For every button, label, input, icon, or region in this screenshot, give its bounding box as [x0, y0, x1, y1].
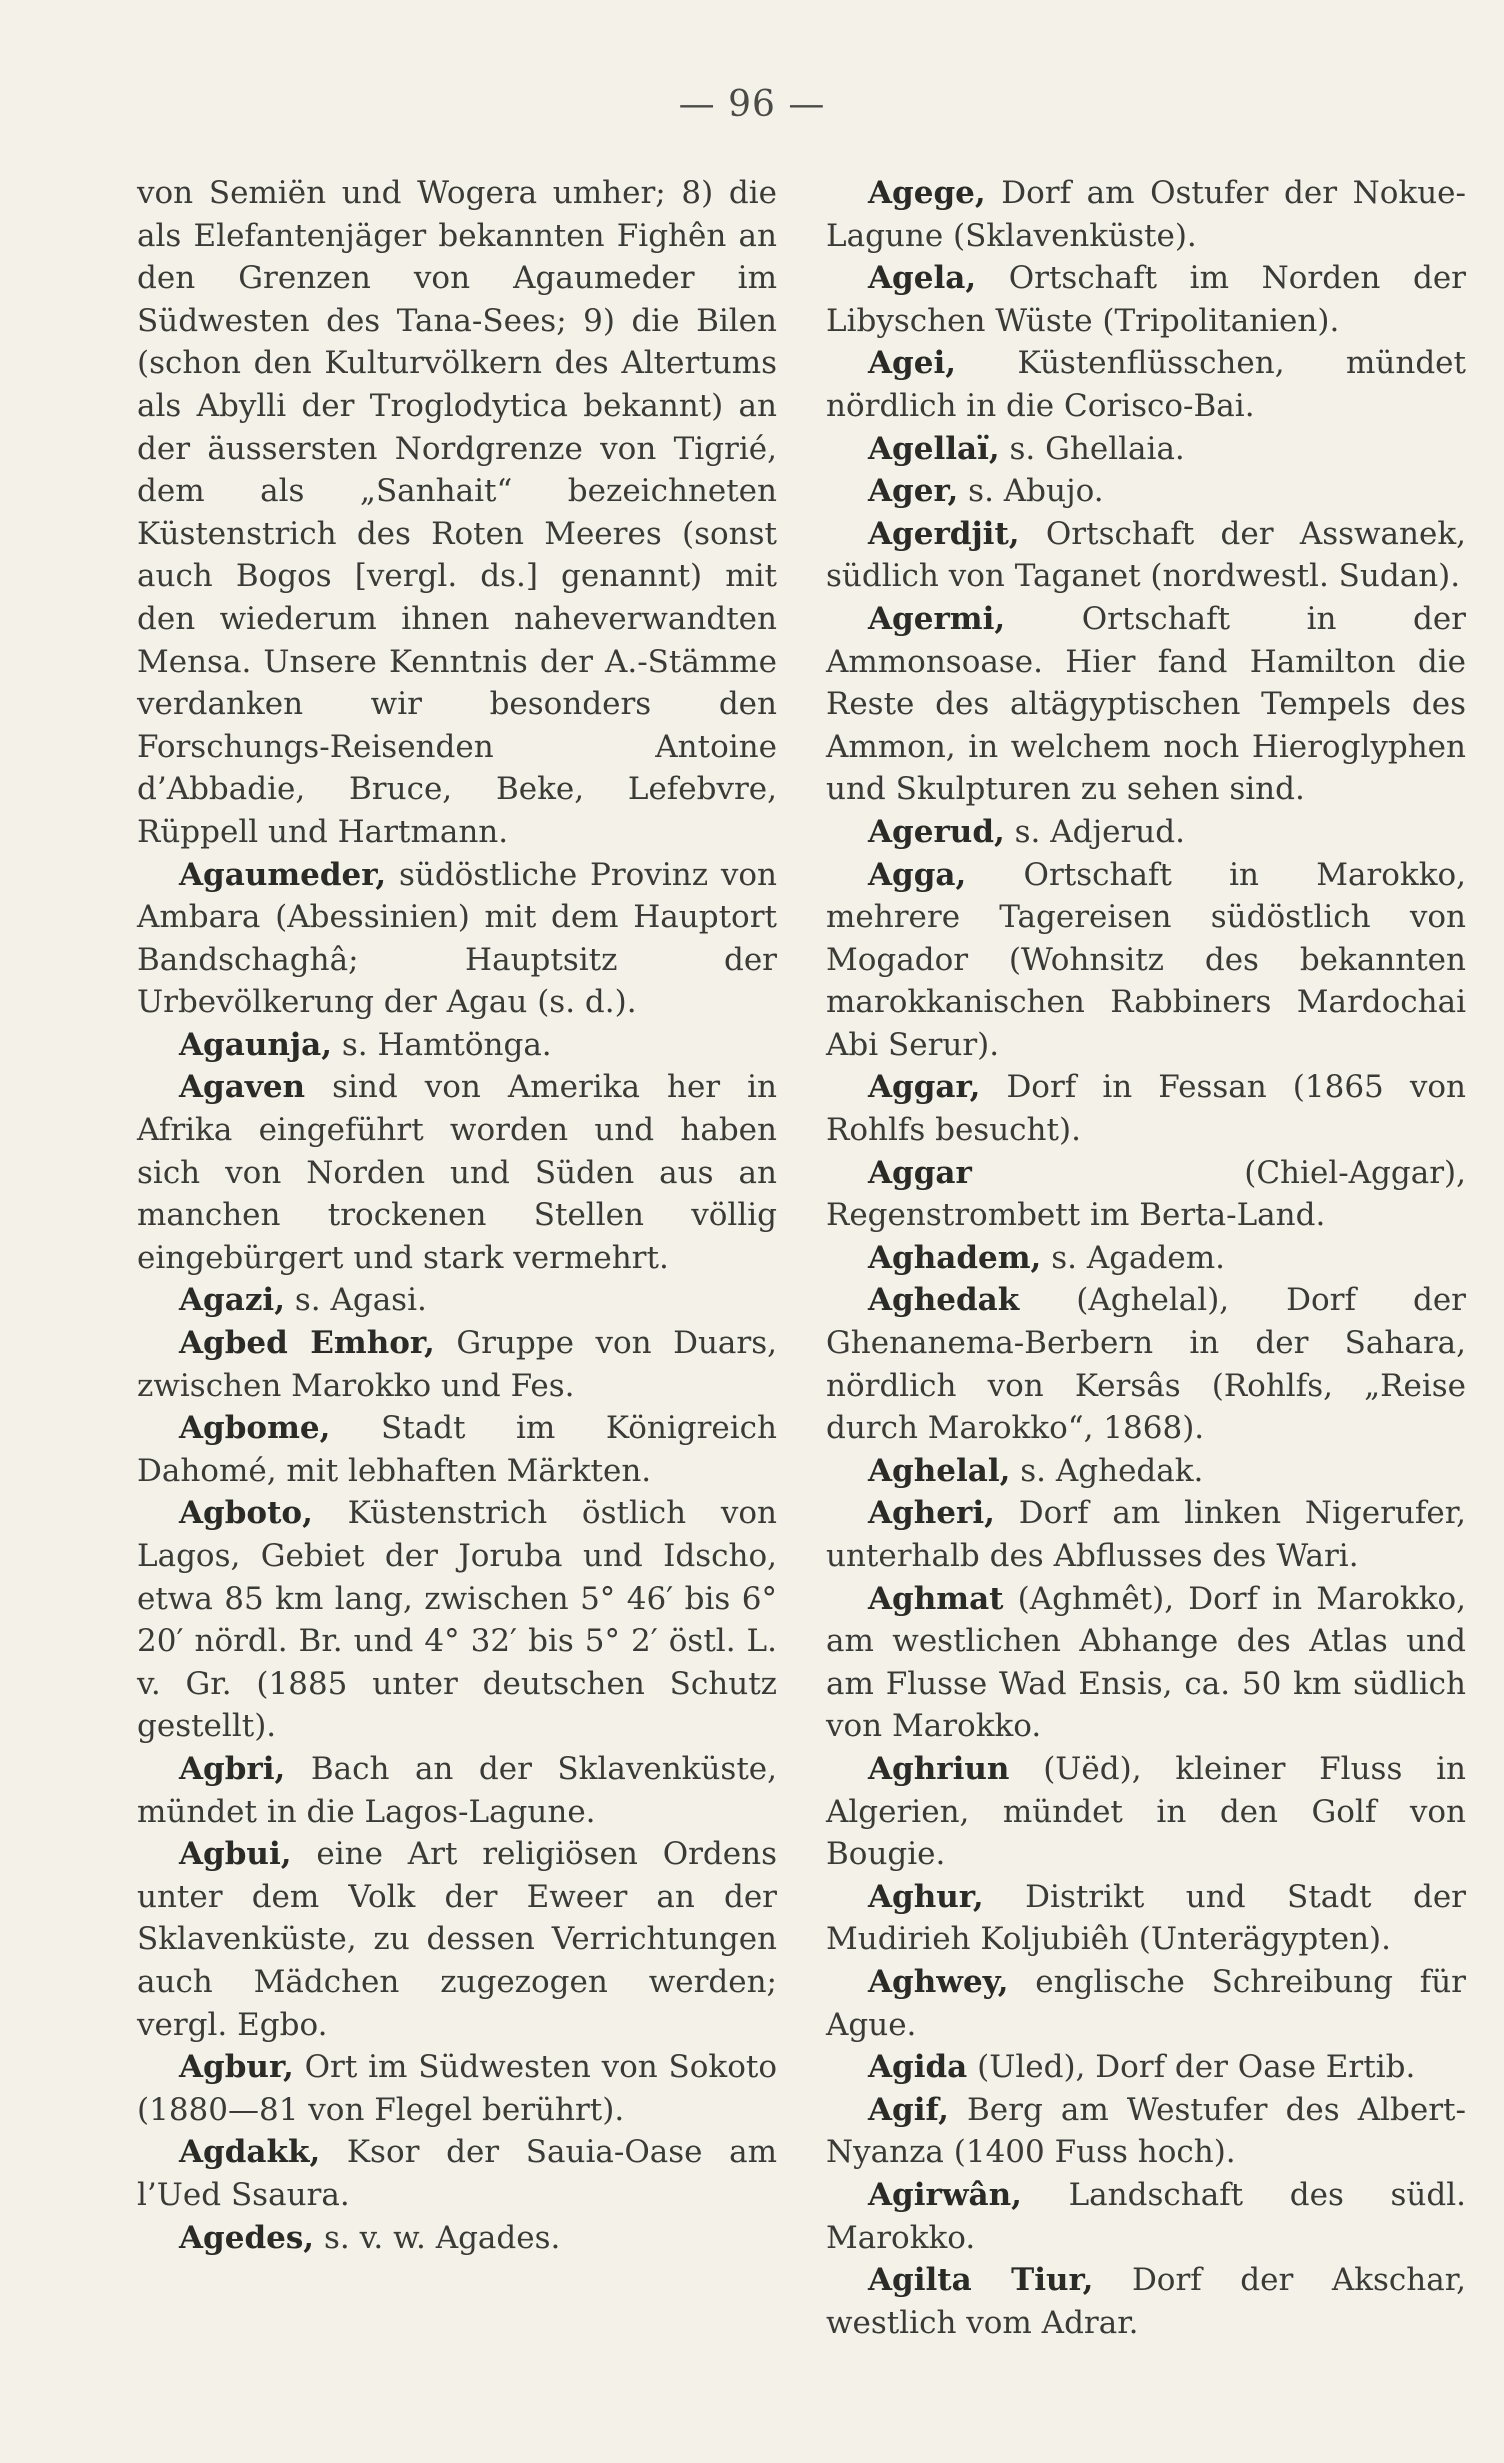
dictionary-entry	[826, 470, 1466, 513]
entry-headword: Aghadem,	[868, 1239, 1042, 1276]
dictionary-entry	[826, 1279, 1466, 1449]
entry-text: Ortschaft in der Ammonsoase. Hier fand Hamilton die Reste des altägyptischen Tempels des Ammon, in welchem noch Hieroglyphen und Skulpturen zu sehen sind.	[826, 600, 1466, 808]
dictionary-entry	[137, 1322, 777, 1407]
entry-headword: Aghriun	[868, 1750, 1010, 1787]
dictionary-entry	[826, 1066, 1466, 1151]
entry-headword: Agdakk,	[179, 2134, 321, 2171]
entry-headword: Aghur,	[868, 1878, 984, 1915]
entry-headword: Agermi,	[868, 600, 1006, 637]
entry-headword: Aghmat	[868, 1580, 1004, 1617]
entry-text: (Uëd), kleiner Fluss in Algerien, mündet in den Golf von Bougie.	[826, 1750, 1466, 1873]
entry-headword: Agazi,	[179, 1282, 285, 1319]
entry-text: sind von Amerika her in Afrika eingeführt worden und haben sich von Norden und Süden aus an manchen trockenen Stellen völlig eingebürgert und stark vermehrt.	[137, 1069, 777, 1276]
entry-headword: Agbri,	[179, 1750, 286, 1787]
entry-headword: Ager,	[868, 473, 959, 510]
entry-text: Dorf am linken Nigerufer, unterhalb des Abflusses des Wari.	[826, 1495, 1466, 1574]
dictionary-entry	[137, 1492, 777, 1748]
entry-text: Küstenstrich östlich von Lagos, Gebiet der Joruba und Idscho, etwa 85 km lang, zwischen 5° 46′ bis 6° 20′ nördl. Br. und 4° 32′ bis 5° 2′ östl. L. v. Gr. (1885 unter deutschen Schutz gestellt).	[137, 1495, 777, 1745]
dictionary-entry	[137, 172, 777, 854]
left-column	[137, 172, 777, 2259]
entry-text: s. v. w. Agades.	[314, 2219, 561, 2256]
dictionary-entry	[826, 2174, 1466, 2259]
dictionary-entry	[826, 2089, 1466, 2174]
dictionary-entry	[826, 2046, 1466, 2089]
dictionary-entry	[826, 1450, 1466, 1493]
entry-text: Ortschaft im Norden der Libyschen Wüste (Tripolitanien).	[826, 260, 1466, 339]
entry-headword: Agaunja,	[179, 1026, 332, 1063]
entry-headword: Aggar	[868, 1154, 972, 1191]
dictionary-entry	[826, 342, 1466, 427]
entry-text: s. Agasi.	[285, 1282, 427, 1319]
dictionary-entry	[826, 1578, 1466, 1748]
entry-headword: Agida	[868, 2049, 968, 2086]
entry-text: Dorf am Ostufer der Nokue-Lagune (Sklavenküste).	[826, 175, 1466, 254]
dictionary-entry	[826, 428, 1466, 471]
entry-text: s. Ghellaia.	[999, 430, 1185, 467]
entry-headword: Agaumeder,	[179, 856, 387, 893]
dictionary-entry	[826, 1876, 1466, 1961]
dictionary-entry	[826, 1961, 1466, 2046]
entry-text: Berg am Westufer des Albert-Nyanza (1400 Fuss hoch).	[826, 2091, 1466, 2171]
dictionary-entry	[826, 811, 1466, 854]
dictionary-entry	[826, 598, 1466, 811]
entry-text: eine Art religiösen Ordens unter dem Volk der Eweer an der Sklavenküste, zu dessen Verrichtungen auch Mädchen zugezogen werden; vergl. Egbo.	[137, 1836, 777, 2043]
entry-text: s. Aghedak.	[1010, 1452, 1204, 1489]
entry-text: Dorf der Akschar, westlich vom Adrar.	[826, 2262, 1466, 2341]
entry-text: Distrikt und Stadt der Mudirieh Koljubiêh (Unterägypten).	[826, 1878, 1466, 1958]
dictionary-entry	[826, 257, 1466, 342]
dictionary-entry	[137, 1833, 777, 2046]
dictionary-entry	[137, 2217, 777, 2260]
entry-text: s. Hamtönga.	[332, 1026, 552, 1063]
entry-headword: Agga,	[868, 856, 967, 893]
entry-text: Gruppe von Duars, zwischen Marokko und Fes.	[137, 1325, 777, 1404]
entry-headword: Agirwân,	[868, 2176, 1022, 2213]
entry-headword: Agerud,	[868, 813, 1005, 850]
dictionary-entry	[137, 1066, 777, 1279]
dictionary-entry	[137, 1279, 777, 1322]
entry-text: Küstenflüsschen, mündet nördlich in die Corisco-Bai.	[826, 345, 1466, 424]
entry-text: Ksor der Sauia-Oase am l’Ued Ssaura.	[137, 2134, 777, 2213]
entry-headword: Agerdjit,	[868, 515, 1020, 552]
entry-headword: Agboto,	[179, 1495, 313, 1532]
entry-text: (Aghmêt), Dorf in Marokko, am westlichen Abhange des Atlas und am Flusse Wad Ensis, ca. 50 km südlich von Marokko.	[826, 1580, 1466, 1745]
dictionary-entry	[826, 1152, 1466, 1237]
dictionary-entry	[826, 513, 1466, 598]
dictionary-entry	[826, 1748, 1466, 1876]
entry-text: (Chiel-Aggar), Regenstrombett im Berta-Land.	[826, 1154, 1466, 1234]
entry-headword: Agif,	[868, 2091, 949, 2128]
right-column	[826, 172, 1466, 2344]
entry-headword: Agbome,	[179, 1410, 331, 1447]
entry-text: von Semiën und Wogera umher; 8) die als Elefantenjäger bekannten Fighên an den Grenzen von Agaumeder im Südwesten des Tana-Sees; 9) die Bilen (schon den Kulturvölkern des Altertums als Abylli der Troglodytica bekannt) an der äussersten Nordgrenze von Tigrié, dem als „Sanhait“ bezeichneten Küstenstrich des Roten Meeres (sonst auch Bogos [vergl. ds.] genannt) mit den wiederum ihnen naheverwandten Mensa. Unsere Kenntnis der A.-Stämme verdanken wir besonders den Forschungs-Reisenden Antoine d’Abbadie, Bruce, Beke, Lefebvre, Rüppell und Hartmann.	[137, 175, 777, 850]
entry-headword: Aghedak	[868, 1282, 1020, 1319]
page-number: — 96 —	[678, 84, 826, 125]
entry-text: (Aghelal), Dorf der Ghenanema-Berbern in der Sahara, nördlich von Kersâs (Rohlfs, „Reise durch Marokko“, 1868).	[826, 1282, 1466, 1447]
entry-headword: Aghwey,	[868, 1963, 1009, 2000]
entry-text: südöstliche Provinz von Ambara (Abessinien) mit dem Hauptort Bandschaghâ; Hauptsitz der Urbevölkerung der Agau (s. d.).	[137, 856, 777, 1021]
entry-text: (Uled), Dorf der Oase Ertib.	[967, 2049, 1416, 2086]
entry-text: Bach an der Sklavenküste, mündet in die Lagos-Lagune.	[137, 1750, 777, 1830]
dictionary-entry	[137, 2131, 777, 2216]
entry-headword: Agilta Tiur,	[868, 2262, 1094, 2299]
entry-text: Ortschaft der Asswanek, südlich von Taganet (nordwestl. Sudan).	[826, 515, 1466, 595]
dictionary-entry	[826, 1237, 1466, 1280]
dictionary-entry	[137, 2046, 777, 2131]
entry-headword: Agaven	[179, 1069, 306, 1106]
dictionary-entry	[826, 2259, 1466, 2344]
entry-headword: Aggar,	[868, 1069, 981, 1106]
entry-text: Ort im Südwesten von Sokoto (1880—81 von Flegel berührt).	[137, 2049, 777, 2128]
entry-headword: Agedes,	[179, 2219, 315, 2256]
entry-headword: Aghelal,	[868, 1452, 1011, 1489]
entry-text: s. Agadem.	[1041, 1239, 1225, 1276]
entry-text: Ortschaft in Marokko, mehrere Tagereisen südöstlich von Mogador (Wohnsitz des bekannten marokkanischen Rabbiners Mardochai Abi Serur).	[826, 856, 1466, 1063]
entry-text: s. Adjerud.	[1004, 813, 1185, 850]
dictionary-entry	[826, 1492, 1466, 1577]
entry-headword: Agbui,	[179, 1836, 292, 1873]
entry-text: englische Schreibung für Ague.	[826, 1963, 1466, 2043]
entry-headword: Agege,	[868, 175, 986, 211]
dictionary-entry	[137, 854, 777, 1024]
entry-text: Dorf in Fessan (1865 von Rohlfs besucht).	[826, 1069, 1466, 1149]
entry-headword: Agellaï,	[868, 430, 1000, 467]
entry-text: Landschaft des südl. Marokko.	[826, 2176, 1466, 2256]
dictionary-entry	[137, 1407, 777, 1492]
entry-headword: Agbed Emhor,	[179, 1325, 435, 1362]
dictionary-entry	[826, 172, 1466, 257]
entry-headword: Agbur,	[179, 2049, 294, 2086]
entry-headword: Agheri,	[868, 1495, 995, 1532]
dictionary-entry	[826, 854, 1466, 1067]
dictionary-entry	[137, 1024, 777, 1067]
entry-headword: Agela,	[868, 260, 977, 297]
entry-headword: Agei,	[868, 345, 957, 382]
dictionary-entry	[137, 1748, 777, 1833]
entry-text: Stadt im Königreich Dahomé, mit lebhaften Märkten.	[137, 1410, 777, 1489]
entry-text: s. Abujo.	[958, 473, 1104, 510]
